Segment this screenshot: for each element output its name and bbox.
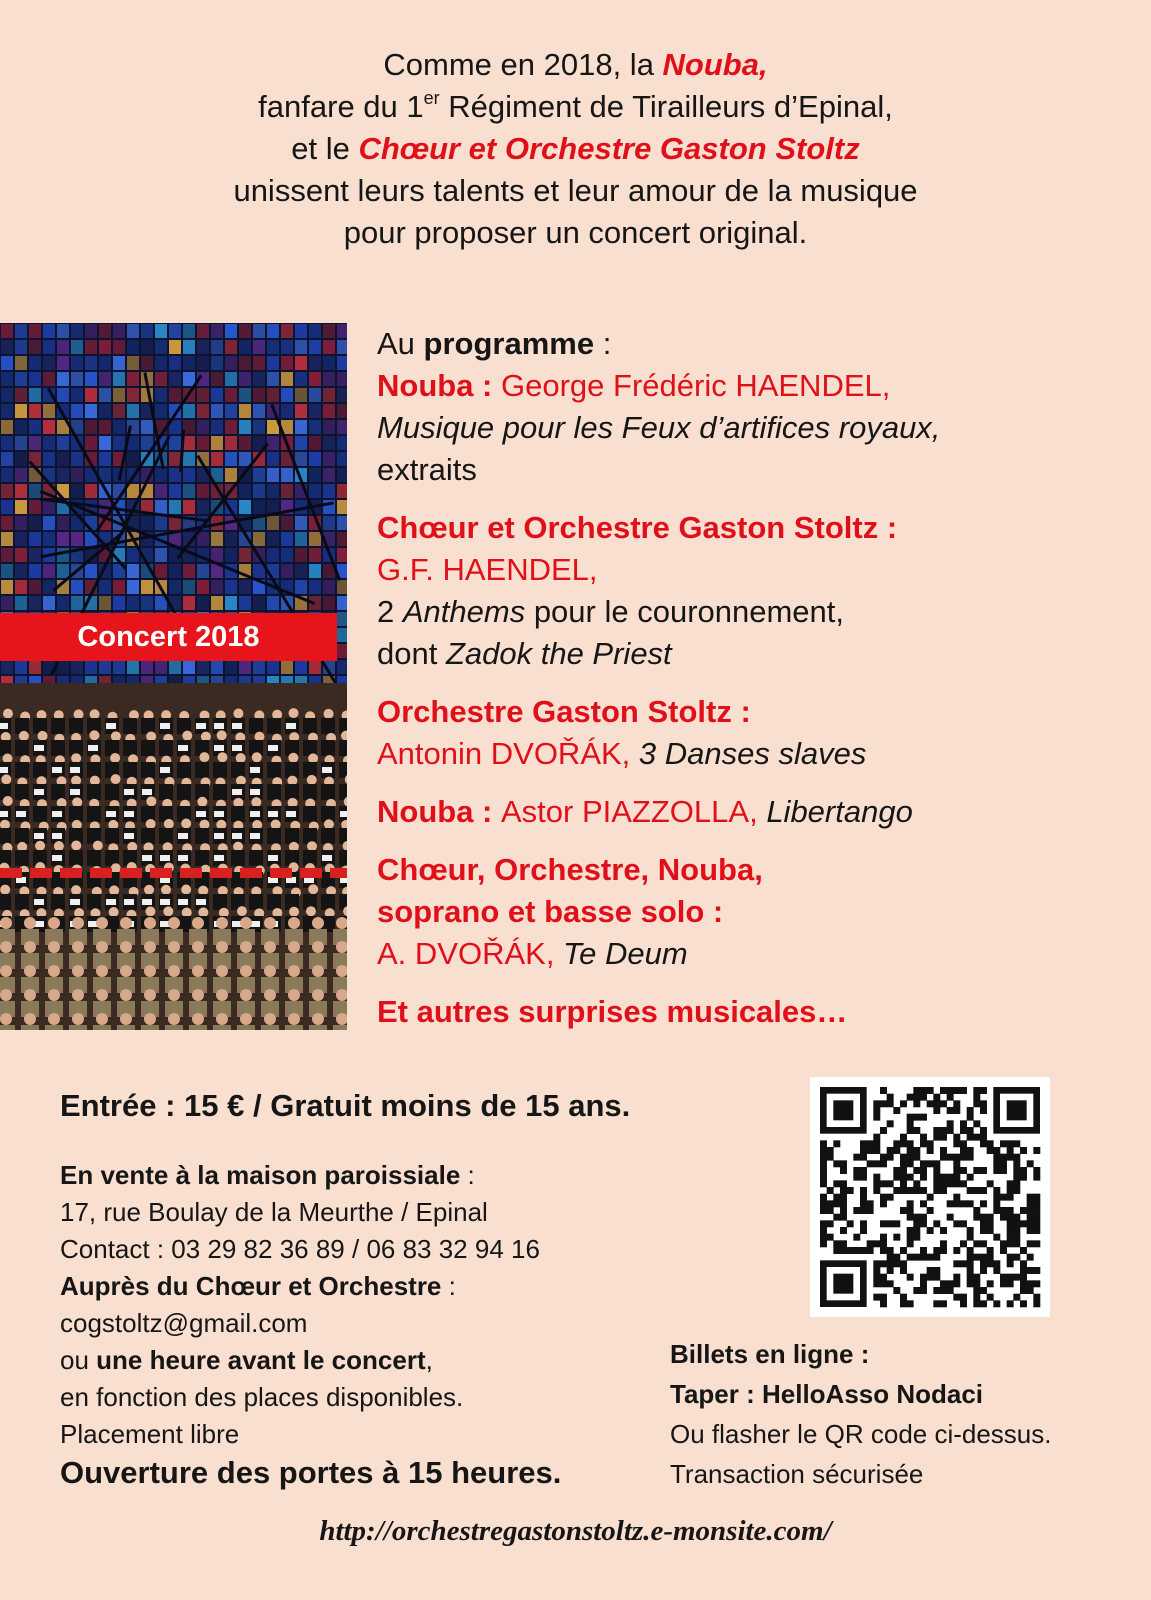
- online-tickets: Billets en ligne : Taper : HelloAsso Nodaci Ou flasher le QR code ci-dessus. Transaction sécurisée: [670, 1339, 1052, 1489]
- intro-line-4: unissent leurs talents et leur amour de la musique: [233, 173, 918, 208]
- intro-line-3: et le Chœur et Orchestre Gaston Stoltz: [291, 131, 860, 166]
- programme: [377, 323, 1147, 1049]
- programme-item-3: Orchestre Gaston Stoltz : Antonin DVOŘÁK, 3 Danses slaves: [377, 694, 867, 771]
- contact-phone: Contact : 03 29 82 36 89 / 06 83 32 94 16: [60, 1234, 540, 1264]
- entry-price: Entrée : 15 € / Gratuit moins de 15 ans.: [60, 1088, 631, 1123]
- address: 17, rue Boulay de la Meurthe / Epinal: [60, 1197, 488, 1227]
- concert-photo: [0, 323, 347, 1030]
- qr-code-icon: [810, 1077, 1050, 1317]
- programme-item-5: Chœur, Orchestre, Nouba, soprano et basse solo : A. DVOŘÁK, Te Deum: [377, 852, 763, 971]
- stained-glass-choir-image: [0, 323, 347, 1030]
- ticket-sales-info: En vente à la maison paroissiale : 17, rue Boulay de la Meurthe / Epinal Contact : 03 29 82 36 89 / 06 83 32 94 16 Auprès du Chœur et Orchestre : cogstoltz@gmail.com ou une heure avant le concert, en fonction des places disponibles. Placement libre: [60, 1157, 680, 1453]
- programme-item-6: Et autres surprises musicales…: [377, 994, 848, 1029]
- programme-item-1: Nouba : George Frédéric HAENDEL, Musique pour les Feux d’artifices royaux, extraits: [377, 368, 941, 487]
- nouba-highlight: Nouba,: [662, 47, 768, 82]
- intro-line-5: pour proposer un concert original.: [343, 215, 808, 250]
- intro-line-1: Comme en 2018, la Nouba,: [383, 47, 768, 82]
- qr-code[interactable]: [810, 1077, 1050, 1317]
- choeur-highlight: Chœur et Orchestre Gaston Stoltz: [358, 131, 860, 166]
- programme-item-2: Chœur et Orchestre Gaston Stoltz : G.F. HAENDEL, 2 Anthems pour le couronnement, dont Zadok the Priest: [377, 510, 898, 671]
- door-opening-time: Ouverture des portes à 15 heures.: [60, 1455, 562, 1490]
- programme-item-4: Nouba : Astor PIAZZOLLA, Libertango: [377, 794, 913, 829]
- contact-email[interactable]: cogstoltz@gmail.com: [60, 1308, 308, 1338]
- intro-line-2: fanfare du 1er Régiment de Tirailleurs d’Epinal,: [258, 88, 893, 124]
- concert-2018-badge: Concert 2018: [0, 613, 337, 661]
- intro-text: [0, 44, 1151, 254]
- programme-heading: Au programme :: [377, 326, 612, 361]
- website-link[interactable]: http://orchestregastonstoltz.e-monsite.com/: [319, 1515, 832, 1547]
